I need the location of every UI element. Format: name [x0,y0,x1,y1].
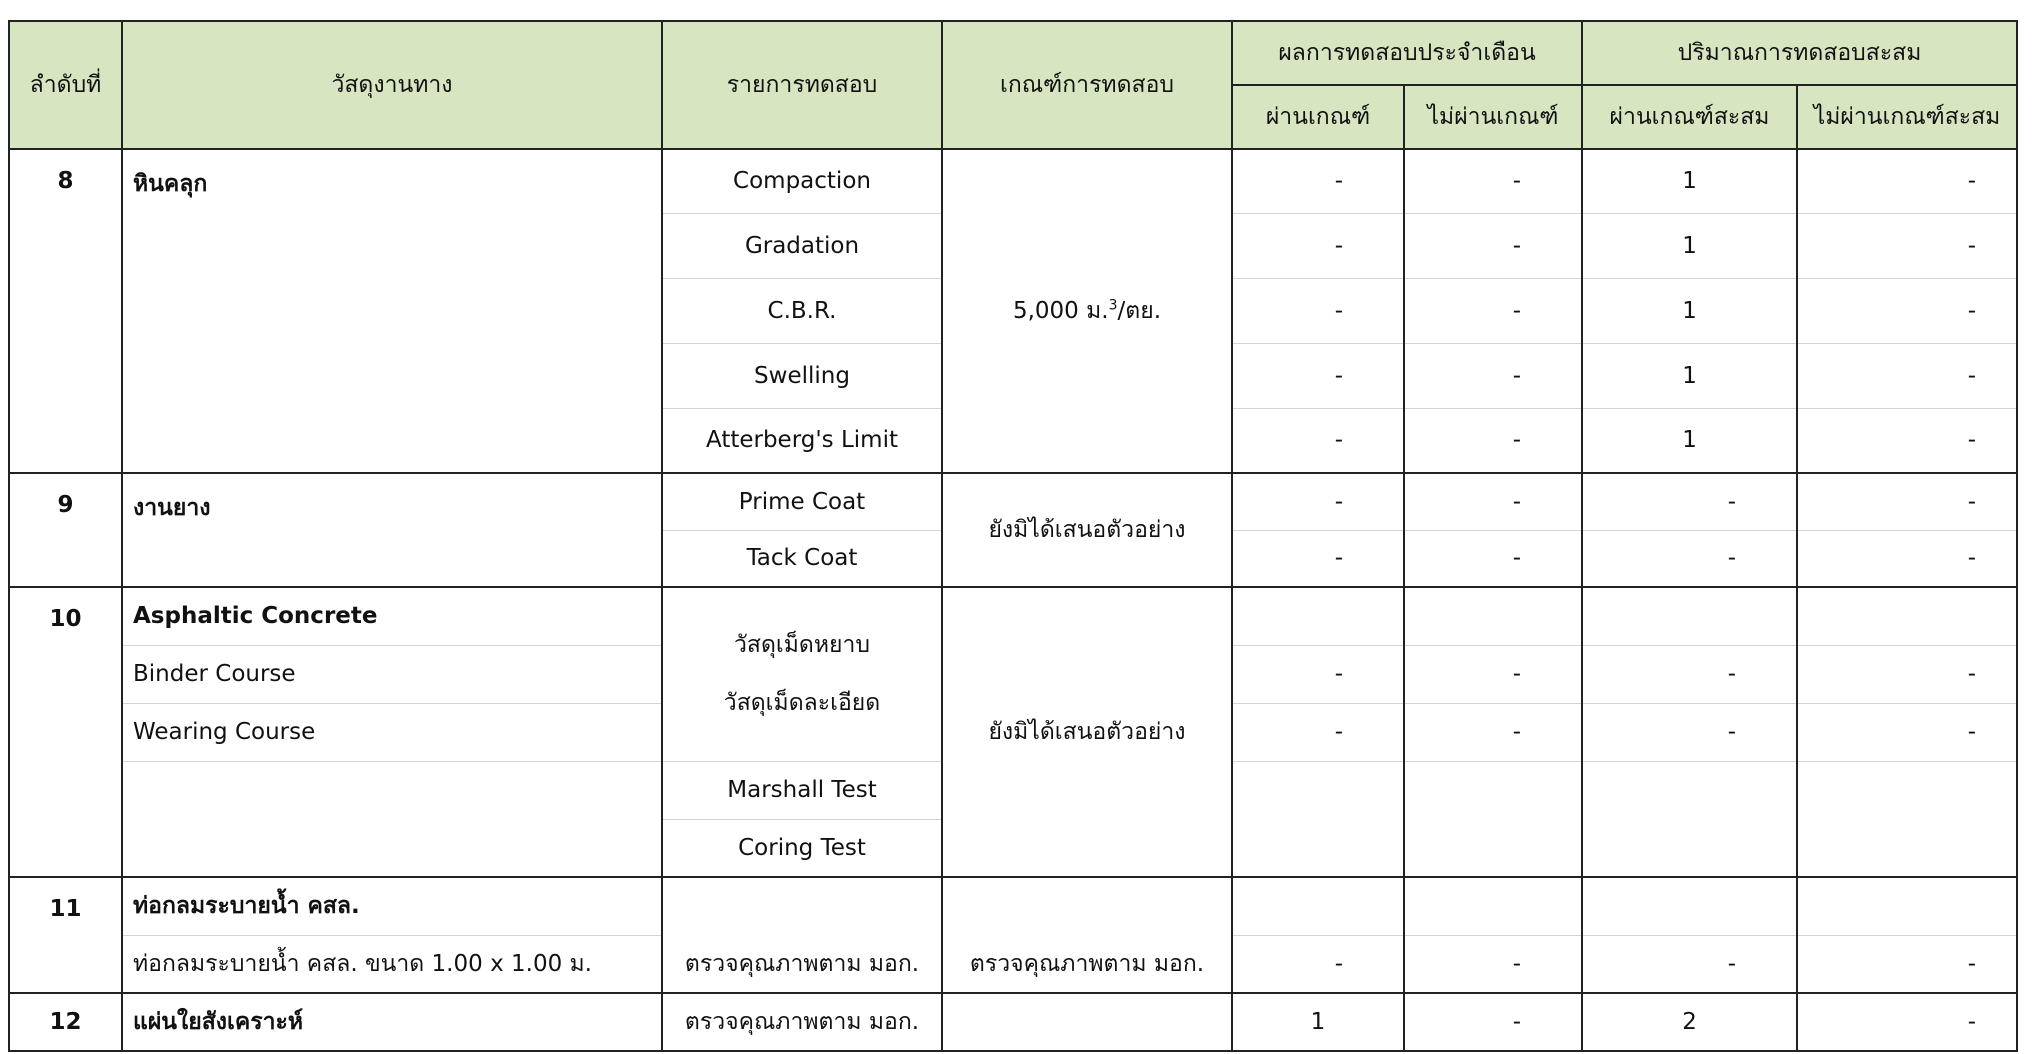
cumulative-fail-cell: - [1797,278,2017,343]
table-row [9,935,2017,993]
monthly-fail-cell: - [1404,993,1582,1051]
monthly-fail-cell [1404,761,1582,819]
cumulative-fail-cell [1797,587,2017,645]
criteria-cell: ตรวจคุณภาพตาม มอก. [942,935,1232,993]
test-name: C.B.R. [662,278,942,343]
criteria-value: 5,000 ม. [1012,298,1109,324]
header-monthly-results: ผลการทดสอบประจำเดือน [1232,21,1582,85]
monthly-pass-cell: - [1232,935,1404,993]
material-name: Asphaltic Concrete [122,587,662,645]
criteria-unit: /ตย. [1117,298,1162,324]
test-name: Swelling [662,343,942,408]
test-name: Compaction [662,149,942,213]
cumulative-pass-cell: 1 [1582,343,1797,408]
cumulative-pass-cell [1582,819,1797,877]
table-header [9,21,2017,149]
table-row [9,149,2017,213]
cumulative-pass-cell: 1 [1582,408,1797,473]
monthly-fail-cell [1404,587,1582,645]
monthly-pass-cell: - [1232,278,1404,343]
header-monthly-fail: ไม่ผ่านเกณฑ์ [1404,85,1582,149]
test-name: Marshall Test [662,761,942,819]
monthly-fail-cell [1404,877,1582,935]
header-cumulative: ปริมาณการทดสอบสะสม [1582,21,2017,85]
monthly-fail-cell: - [1404,149,1582,213]
cumulative-fail-cell [1797,761,2017,819]
cumulative-fail-cell: - [1797,935,2017,993]
cumulative-fail-cell: - [1797,473,2017,530]
test-name: Tack Coat [662,530,942,587]
monthly-fail-cell: - [1404,645,1582,703]
row-number: 11 [9,877,122,993]
monthly-fail-cell: - [1404,530,1582,587]
table-body [9,149,2017,1051]
header-no: ลำดับที่ [9,21,122,149]
criteria-cell [942,149,1232,473]
header-monthly-pass: ผ่านเกณฑ์ [1232,85,1404,149]
test-name: Prime Coat [662,473,942,530]
test-name: ตรวจคุณภาพตาม มอก. [662,993,942,1051]
cumulative-pass-cell: - [1582,530,1797,587]
cumulative-fail-cell [1797,819,2017,877]
cumulative-pass-cell: 1 [1582,149,1797,213]
cumulative-fail-cell: - [1797,213,2017,278]
cumulative-pass-cell [1582,761,1797,819]
criteria-empty [942,877,1232,935]
material-subitem-empty [122,819,662,877]
header-cumulative-pass: ผ่านเกณฑ์สะสม [1582,85,1797,149]
row-number: 12 [9,993,122,1051]
cumulative-fail-cell: - [1797,645,2017,703]
cumulative-pass-cell: - [1582,645,1797,703]
monthly-pass-cell [1232,877,1404,935]
material-subitem: ท่อกลมระบายน้ำ คสล. ขนาด 1.00 x 1.00 ม. [122,935,662,993]
criteria-superscript: 3 [1108,297,1118,314]
material-subitem-empty [122,761,662,819]
test-aggregate-cell [662,587,942,761]
test-name-empty [662,877,942,935]
material-subitem: Wearing Course [122,703,662,761]
monthly-fail-cell: - [1404,278,1582,343]
monthly-pass-cell: - [1232,343,1404,408]
cumulative-pass-cell [1582,877,1797,935]
material-name: งานยาง [122,473,662,587]
table-row [9,587,2017,645]
cumulative-pass-cell: - [1582,935,1797,993]
test-name: Atterberg's Limit [662,408,942,473]
monthly-pass-cell [1232,587,1404,645]
test-name: วัสดุเม็ดละเอียด [723,690,881,717]
material-name: ท่อกลมระบายน้ำ คสล. [122,877,662,935]
monthly-pass-cell: - [1232,473,1404,530]
row-number: 10 [9,587,122,877]
monthly-fail-cell: - [1404,935,1582,993]
monthly-pass-cell [1232,819,1404,877]
monthly-pass-cell: - [1232,645,1404,703]
material-subitem: Binder Course [122,645,662,703]
monthly-fail-cell: - [1404,703,1582,761]
criteria-cell [942,993,1232,1051]
header-test: รายการทดสอบ [662,21,942,149]
header-cumulative-fail: ไม่ผ่านเกณฑ์สะสม [1797,85,2017,149]
monthly-pass-cell: - [1232,703,1404,761]
cumulative-fail-cell: - [1797,343,2017,408]
header-material: วัสดุงานทาง [122,21,662,149]
table-row [9,473,2017,530]
monthly-fail-cell: - [1404,343,1582,408]
test-name: วัสดุเม็ดหยาบ [733,632,870,659]
test-name: Coring Test [662,819,942,877]
cumulative-fail-cell [1797,877,2017,935]
test-results-table [8,20,2018,1052]
row-number: 8 [9,149,122,473]
header-criteria: เกณฑ์การทดสอบ [942,21,1232,149]
monthly-pass-cell [1232,761,1404,819]
monthly-pass-cell: - [1232,530,1404,587]
row-number: 9 [9,473,122,587]
cumulative-pass-cell: 2 [1582,993,1797,1051]
cumulative-pass-cell: 1 [1582,278,1797,343]
test-name: Gradation [662,213,942,278]
monthly-fail-cell: - [1404,408,1582,473]
criteria-cell: ยังมิได้เสนอตัวอย่าง [942,587,1232,877]
test-name: ตรวจคุณภาพตาม มอก. [662,935,942,993]
table-row [9,993,2017,1051]
monthly-pass-cell: - [1232,213,1404,278]
cumulative-pass-cell [1582,587,1797,645]
monthly-pass-cell: - [1232,149,1404,213]
cumulative-pass-cell: - [1582,703,1797,761]
table-row [9,877,2017,935]
criteria-cell: ยังมิได้เสนอตัวอย่าง [942,473,1232,587]
monthly-fail-cell [1404,819,1582,877]
cumulative-fail-cell: - [1797,530,2017,587]
cumulative-pass-cell: 1 [1582,213,1797,278]
cumulative-fail-cell: - [1797,703,2017,761]
cumulative-pass-cell: - [1582,473,1797,530]
material-name: หินคลุก [122,149,662,473]
monthly-pass-cell: - [1232,408,1404,473]
monthly-pass-cell: 1 [1232,993,1404,1051]
material-name: แผ่นใยสังเคราะห์ [122,993,662,1051]
monthly-fail-cell: - [1404,213,1582,278]
monthly-fail-cell: - [1404,473,1582,530]
cumulative-fail-cell: - [1797,993,2017,1051]
cumulative-fail-cell: - [1797,408,2017,473]
cumulative-fail-cell: - [1797,149,2017,213]
